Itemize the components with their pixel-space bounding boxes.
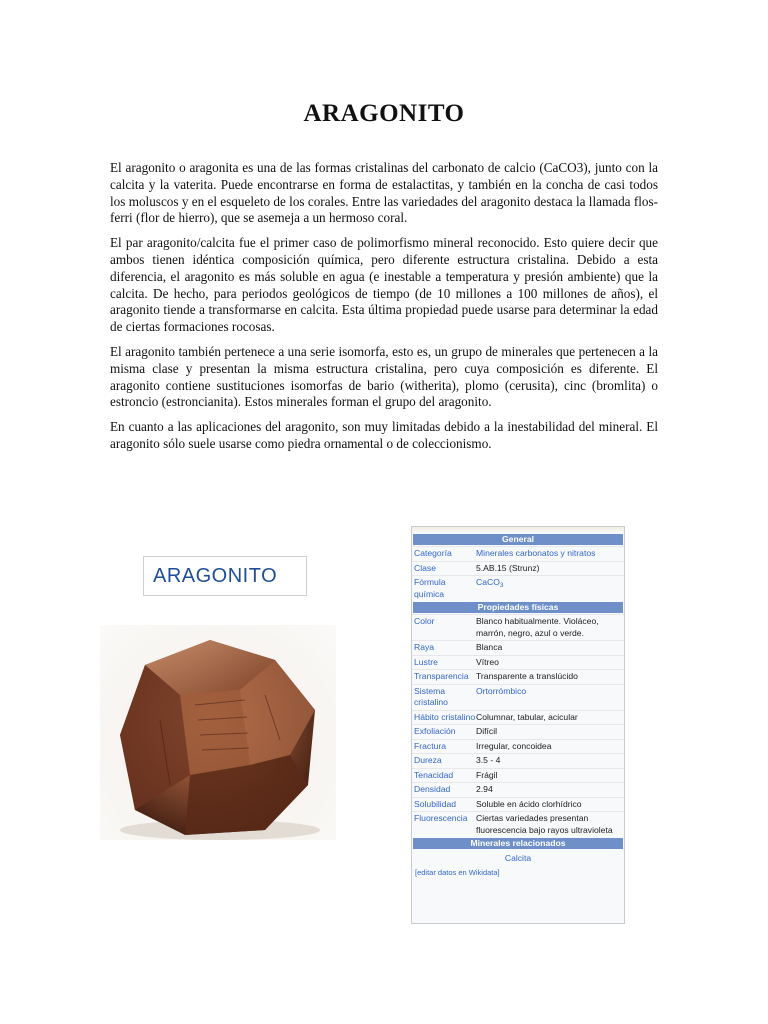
infobox-section-general: General <box>413 534 623 545</box>
infobox-key[interactable]: Raya <box>414 642 435 652</box>
infobox-value[interactable]: Minerales carbonatos y nitratos <box>476 548 596 558</box>
infobox-row-tenacidad <box>412 768 624 783</box>
infobox-value: Irregular, concoidea <box>476 740 552 751</box>
infobox-row-densidad <box>412 782 624 797</box>
infobox-key[interactable]: Solubilidad <box>414 798 457 809</box>
infobox-section-propiedades: Propiedades físicas <box>413 602 623 613</box>
infobox-value: 2.94 <box>476 784 493 794</box>
formula-subscript: 3 <box>499 582 504 589</box>
infobox-row-fluorescencia <box>412 811 624 837</box>
aragonito-label-box <box>143 556 307 596</box>
infobox-key[interactable]: Transparencia <box>414 671 469 681</box>
paragraph-3: El aragonito también pertenece a una serie isomorfa, esto es, un grupo de minerales que pertenecen a la misma clase y presentan la misma estructura cristalina, pero cuya composición es diferente. El aragonito contiene sustituciones isomorfas de bario (witherita), plomo (cerusita), cinc (bromlita) o estroncio (estroncianita). Estos minerales forman el grupo del aragonito. <box>110 343 658 410</box>
infobox-value: Frágil <box>476 769 498 780</box>
infobox-row-dureza <box>412 753 624 768</box>
page-title: ARAGONITO <box>303 100 465 127</box>
infobox-key[interactable]: Exfoliación <box>414 726 456 736</box>
infobox-section-relacionados: Minerales relacionados <box>413 838 623 849</box>
infobox-row-solubilidad <box>412 797 624 812</box>
infobox-key[interactable]: Lustre <box>414 656 438 667</box>
infobox-key[interactable]: Fractura <box>414 740 446 751</box>
crystal-illustration <box>100 625 336 840</box>
infobox-row-categoria <box>412 546 624 561</box>
infobox-row-formula <box>412 575 624 601</box>
infobox-key[interactable]: Hábito cristalino <box>414 711 476 722</box>
infobox-value: Vítreo <box>476 656 499 667</box>
infobox-key[interactable]: Densidad <box>414 784 451 794</box>
infobox-value: 5.AB.15 (Strunz) <box>476 562 540 573</box>
infobox-key[interactable]: Fluorescencia <box>414 813 468 823</box>
infobox-value[interactable]: Ortorrómbico <box>476 685 527 696</box>
infobox-key[interactable]: Tenacidad <box>414 769 454 780</box>
infobox-row-fractura <box>412 739 624 754</box>
infobox-row-raya <box>412 640 624 655</box>
related-mineral-link[interactable]: Calcita <box>504 853 532 863</box>
paragraph-4: En cuanto a las aplicaciones del aragonito, son muy limitadas debido a la inestabilidad del mineral. El aragonito sólo suele usarse como piedra ornamental o de coleccionismo. <box>110 419 658 451</box>
infobox-value: Ciertas variedades presentan fluorescencia bajo rayos ultravioleta <box>476 813 613 835</box>
infobox-row-lustre <box>412 655 624 670</box>
infobox-value[interactable] <box>476 577 622 600</box>
infobox-row-transparencia <box>412 669 624 684</box>
infobox-key[interactable]: Fórmula química <box>414 577 446 599</box>
infobox-row-habito <box>412 710 624 725</box>
infobox-row-color <box>412 614 624 640</box>
infobox-row-exfoliacion <box>412 724 624 739</box>
infobox-key[interactable]: Categoría <box>414 548 452 558</box>
paragraph-1: El aragonito o aragonita es una de las formas cristalinas del carbonato de calcio (CaCO3), junto con la calcita y la vaterita. Puede encontrarse en forma de estalactitas, y también en la concha de casi todos los moluscos y en el esqueleto de los corales. Entre las variedades del aragonito destaca la llamada flos-ferri (flor de hierro), que se asemeja a un hermoso coral. <box>110 160 658 226</box>
infobox-value: Columnar, tabular, acicular <box>476 711 578 722</box>
formula-text: CaCO <box>476 577 500 587</box>
infobox-key[interactable]: Clase <box>414 562 436 573</box>
infobox-key[interactable]: Dureza <box>414 755 442 765</box>
infobox-value: Transparente a translúcido <box>476 671 578 681</box>
infobox-value: 3.5 - 4 <box>476 755 501 765</box>
mineral-infobox <box>411 526 625 924</box>
infobox-value: Blanca <box>476 642 503 652</box>
article-body <box>110 160 658 461</box>
infobox-key[interactable]: Color <box>414 616 435 626</box>
infobox-top-edge <box>412 527 624 533</box>
infobox-row-clase <box>412 561 624 576</box>
edit-wikidata-link[interactable]: [editar datos en Wikidata] <box>415 868 500 877</box>
infobox-key[interactable]: Sistema cristalino <box>414 685 448 707</box>
infobox-value: Blanco habitualmente. Violáceo, marrón, negro, azul o verde. <box>476 616 599 638</box>
infobox-row-sistema <box>412 684 624 710</box>
infobox-value: Difícil <box>476 726 498 736</box>
aragonite-crystal-photo <box>100 625 336 840</box>
infobox-value: Soluble en ácido clorhídrico <box>476 798 582 809</box>
paragraph-2: El par aragonito/calcita fue el primer caso de polimorfismo mineral reconocido. Esto quiere decir que ambos tienen idéntica composición química, pero diferente estructura cristalina. Debido a esta diferencia, el aragonito es más soluble en agua (e inestable a temperatura y presión ambiente) que la calcita. De hecho, para periodos geológicos de tiempo (de 10 millones a 100 millones de años), el aragonito tiende a transformarse en calcita. Esta última propiedad puede usarse para determinar la edad de ciertas formaciones rocosas. <box>110 235 658 335</box>
label-box-text: ARAGONITO <box>153 564 278 587</box>
